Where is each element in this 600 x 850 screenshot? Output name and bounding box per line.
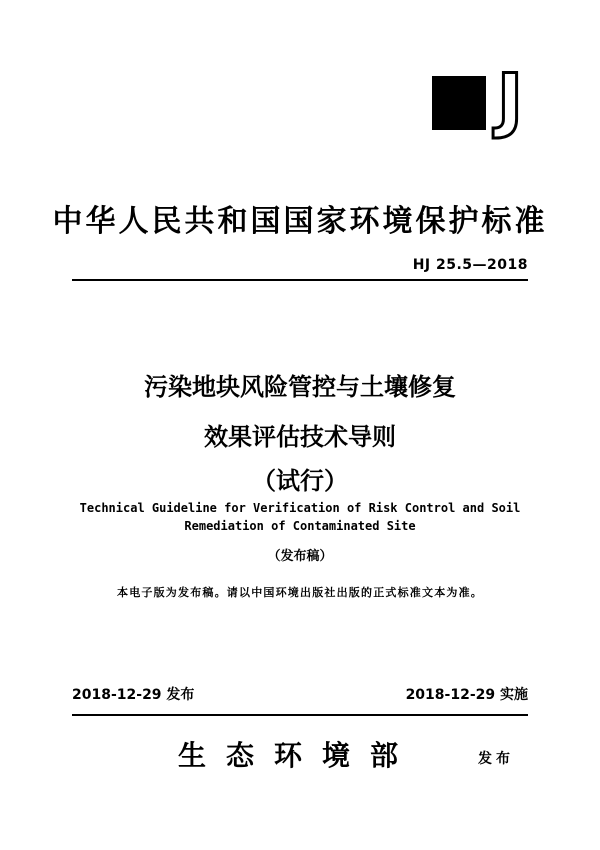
standard-logo-letter: J [496, 59, 524, 141]
release-date: 2018-12-29 发布 [72, 687, 195, 703]
english-title-line2: Remediation of Contaminated Site [184, 519, 416, 533]
document-title-line1: 污染地块风险管控与土壤修复 [144, 373, 456, 401]
document-title-line2: 效果评估技术导则 [204, 423, 396, 451]
standard-category-title: 中华人民共和国国家环境保护标准 [52, 204, 548, 239]
footer-divider [72, 714, 528, 716]
standard-code: HJ 25.5—2018 [412, 257, 528, 273]
effective-date: 2018-12-29 实施 [405, 687, 528, 703]
issue-label: 发布 [478, 751, 514, 767]
header-divider [72, 279, 528, 281]
english-title-line1: Technical Guideline for Verification of Risk Control and Soil [79, 501, 521, 515]
standard-logo-block [432, 76, 486, 130]
document-title-trial: （试行） [252, 467, 348, 495]
publisher-name: 生态环境部 [178, 739, 419, 772]
draft-label: （发布稿） [267, 549, 333, 564]
electronic-version-notice: 本电子版为发布稿。请以中国环境出版社出版的正式标准文本为准。 [117, 586, 483, 599]
